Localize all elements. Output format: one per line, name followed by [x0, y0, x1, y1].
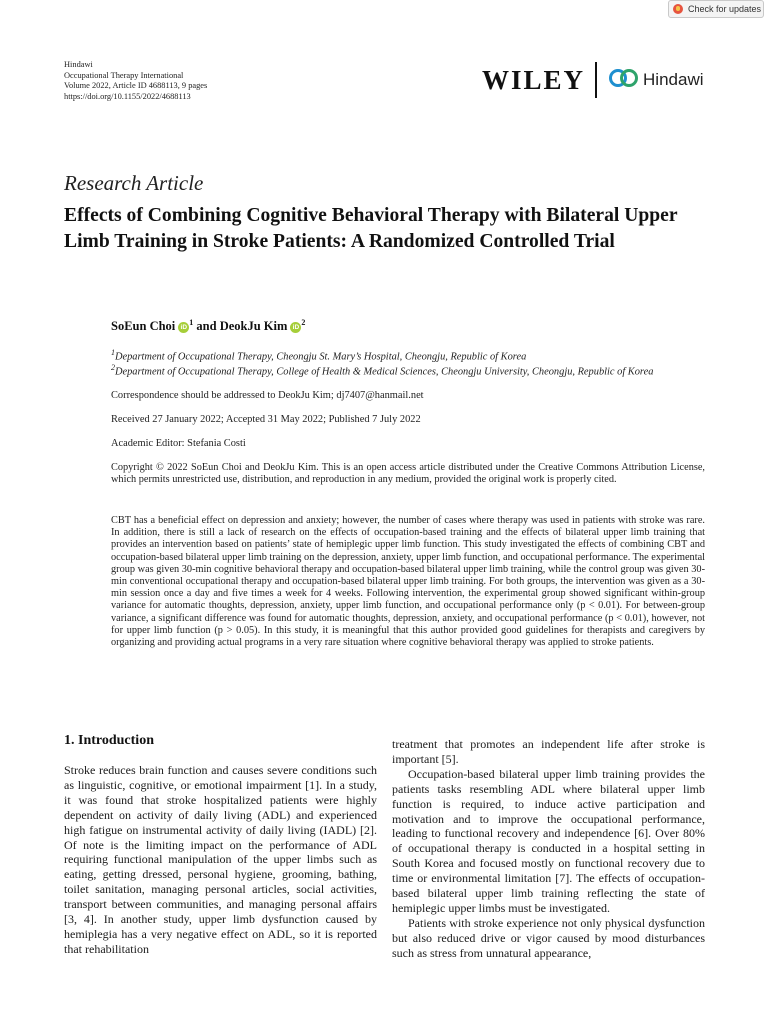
affiliation-text: Department of Occupational Therapy, Cheongju St. Mary’s Hospital, Cheongju, Republic of Korea	[115, 351, 527, 363]
hindawi-rings-icon	[609, 69, 639, 91]
hindawi-logo: Hindawi	[643, 70, 704, 89]
orcid-icon[interactable]: iD	[290, 322, 301, 333]
body-paragraph: Occupation-based bilateral upper limb training provides the patients tasks resembling ADL where bilateral upper limb function is required, to induce active participation and motivation and to improve the occupational performance, leading to functional recovery and independence [6]. Over 80% of occupational therapy is conducted in a hospital setting in South Korea and focused mostly on functional recovery due to time or environmental limitation [7]. The effects of occupation-based bilateral upper limb training reflecting the state of hemiplegic upper limbs must be investigated.	[392, 766, 705, 915]
journal-meta	[64, 60, 207, 102]
affiliation-number: 1	[111, 348, 115, 357]
left-column	[64, 763, 377, 957]
body-paragraph: Patients with stroke experience not only physical dysfunction but also reduced drive or vigor caused by mood disturbances such as stress from unnatural appearance,	[392, 915, 705, 960]
affiliation-marker: 2	[301, 318, 306, 327]
publication-dates: Received 27 January 2022; Accepted 31 May 2022; Published 7 July 2022	[111, 414, 421, 425]
body-paragraph: Stroke reduces brain function and causes severe conditions such as linguistic, cognitive, or emotional impairment [1]. In a study, it was found that stroke hospitalized patients were highly dependent on activity of daily living (ADL) and experienced high fatigue on instrumental activity of daily living (IADL) [2]. Of note is the limiting impact on the performance of ADL requiring functional manipulation of the upper limbs such as eating, getting dressed, personal hygiene, grooming, bathing, toilet sanitation, managing personal articles, social activities, transport between communities, and managing personal affairs [3, 4]. In another study, upper limb dysfunction caused by hemiplegia has a very negative effect on ADL, so it is reported that rehabilitation	[64, 763, 377, 956]
affiliation-text: Department of Occupational Therapy, College of Health & Medical Sciences, Cheongju University, Cheongju, Republic of Korea	[115, 366, 654, 378]
correspondence-line: Correspondence should be addressed to DeokJu Kim; dj7407@hanmail.net	[111, 390, 424, 401]
journal-name: Occupational Therapy International	[64, 70, 184, 80]
check-updates-label: Check for updates	[688, 4, 762, 14]
article-title: Effects of Combining Cognitive Behavioral Therapy with Bilateral Upper Limb Training in Stroke Patients: A Randomized Controlled Trial	[64, 205, 678, 252]
affiliation-number: 2	[111, 363, 115, 372]
check-for-updates-button[interactable]	[668, 0, 764, 18]
author-list	[111, 318, 305, 334]
right-column	[392, 737, 705, 961]
author-name[interactable]: DeokJu Kim	[219, 319, 288, 334]
affiliation-marker: 1	[189, 318, 194, 327]
volume-info: Volume 2022, Article ID 4688113, 9 pages	[64, 81, 208, 91]
wiley-logo: WILEY	[482, 64, 586, 95]
section-heading: 1. Introduction	[64, 733, 154, 748]
body-paragraph: treatment that promotes an independent life after stroke is important [5].	[392, 737, 705, 766]
logo-divider	[595, 62, 597, 98]
abstract: CBT has a beneficial effect on depression and anxiety; however, the number of cases where therapy was used in patients with stroke was rare. In addition, there is still a lack of research on the effects of occupation-based training and the effects of bilateral upper limb training that provides an intervention based on patients’ state of hemiplegic upper limb function. This study investigated the effects of combining CBT and occupation-based bilateral upper limb training on the depression, anxiety, upper limb function, and occupational performance. The experimental group was given 30-min cognitive behavioral therapy and occupation-based bilateral upper limb training, while the control group was given 30-min conventional occupational therapy and occupation-based bilateral upper limb training. For both groups, the intervention was given as a 30-min session once a day and five times a week for 4 weeks. Following intervention, the experimental group showed significant within-group variance for automatic thoughts, depression, anxiety, upper limb function, and occupational performance only (p < 0.01). For between-group variance, a significant difference was found for automatic thoughts, depression, anxiety, and occupational performance (p < 0.01), however, not for upper limb function (p > 0.05). In this study, it is meaningful that this author provided good guidelines for therapists and caregivers by organizing and providing actual programs in a very rare situation where cognitive behavioral therapy was applied to stroke patients.	[111, 515, 705, 649]
copyright-notice: Copyright © 2022 SoEun Choi and DeokJu Kim. This is an open access article distributed under the Creative Commons Attribution License, which permits unrestricted use, distribution, and reproduction in any medium, provided the original work is properly cited.	[111, 462, 705, 486]
affiliation	[111, 361, 731, 380]
publisher-name: Hindawi	[64, 60, 93, 69]
check-updates-icon	[673, 4, 683, 14]
author-joiner: and	[196, 319, 217, 334]
article-type: Research Article	[64, 171, 204, 195]
orcid-icon[interactable]: iD	[178, 322, 189, 333]
publisher-logo	[482, 62, 704, 98]
academic-editor: Academic Editor: Stefania Costi	[111, 438, 246, 449]
doi-link[interactable]: https://doi.org/10.1155/2022/4688113	[64, 91, 191, 101]
author-name[interactable]: SoEun Choi	[111, 319, 176, 334]
